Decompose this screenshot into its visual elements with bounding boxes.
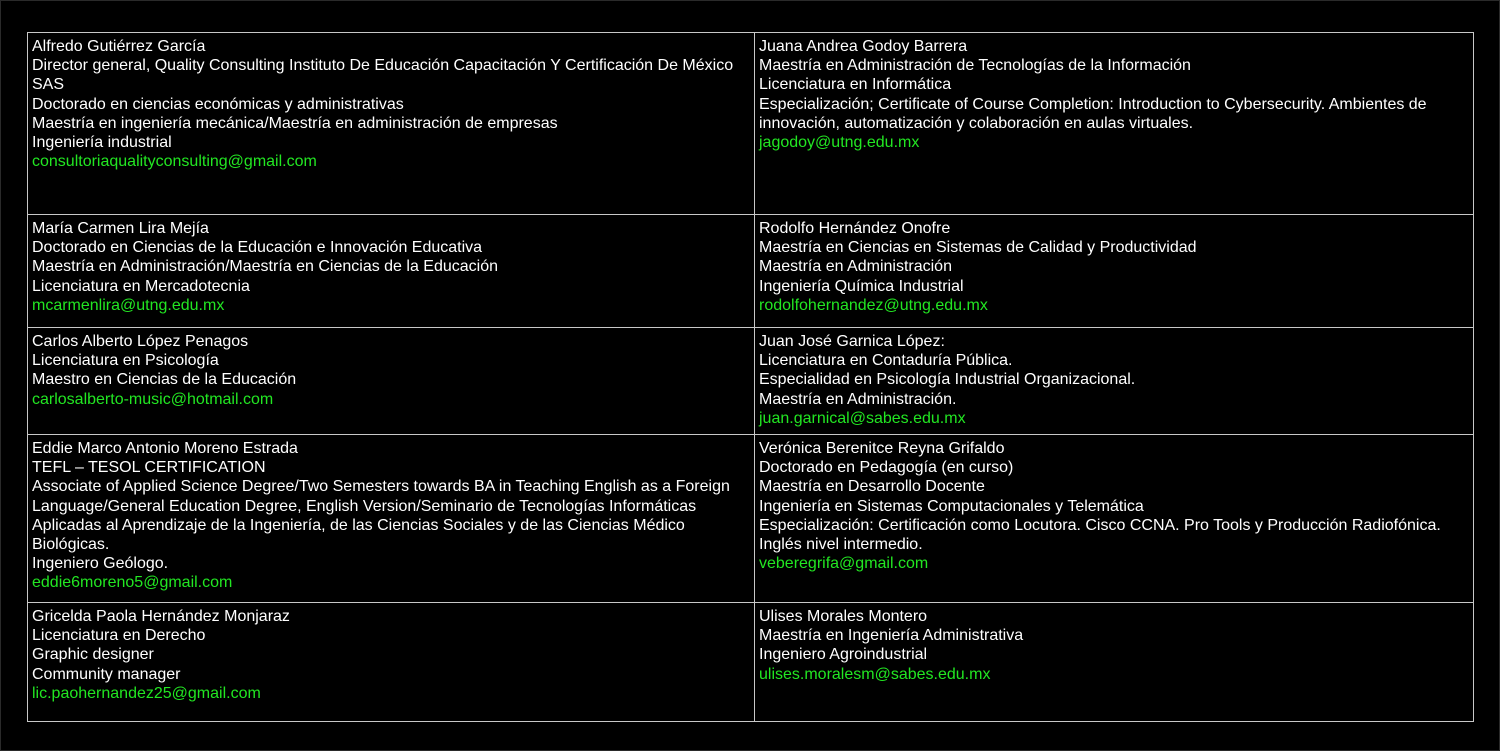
faculty-profile-cell	[28, 215, 755, 328]
faculty-name: Alfredo Gutiérrez García	[32, 38, 206, 55]
credential-line: Ingeniero Agroindustrial	[759, 646, 928, 664]
credential-line: Community manager	[32, 665, 181, 683]
faculty-profile-cell	[755, 215, 1474, 328]
faculty-name: Rodolfo Hernández Onofre	[759, 220, 951, 237]
faculty-profile-cell	[755, 435, 1474, 603]
credential-line: Ingeniería industrial	[32, 134, 172, 152]
credential-line: Ingeniería en Sistemas Computacionales y Telemática	[759, 497, 1144, 515]
table-row	[28, 435, 1474, 603]
faculty-name: Carlos Alberto López Penagos	[32, 333, 249, 350]
email-address: mcarmenlira@utng.edu.mx	[32, 296, 225, 314]
email-address: consultoriaqualityconsulting@gmail.com	[32, 153, 317, 171]
credential-line: Maestría en Administración.	[759, 390, 957, 408]
credential-line: Maestría en Administración	[759, 258, 952, 276]
faculty-name: Verónica Berenitce Reyna Grifaldo	[759, 440, 1005, 458]
credential-line: Ingeniero Geólogo.	[32, 555, 169, 573]
credential-line: Licenciatura en Psicología	[32, 352, 219, 370]
faculty-name: Juana Andrea Godoy Barrera	[759, 38, 968, 55]
faculty-directory-table	[27, 32, 1474, 722]
credential-line: Especialización; Certificate of Course Completion: Introduction to Cybersecurity. Ambientes de innovación, automatización y colaboración en aulas virtuales.	[759, 95, 1427, 132]
credential-line: Licenciatura en Informática	[759, 76, 952, 94]
table-row	[28, 328, 1474, 435]
credential-line: Director general, Quality Consulting Instituto De Educación Capacitación Y Certificación De México SAS	[32, 57, 734, 94]
credential-line: Associate of Applied Science Degree/Two Semesters towards BA in Teaching English as a Foreign Language/General Education Degree, English Version/Seminario de Tecnologías Informáticas Aplicadas al Aprendizaje de la Ingeniería, de las Ciencias Sociales y de las Ciencias Médico Biológicas.	[32, 478, 730, 554]
faculty-name: Gricelda Paola Hernández Monjaraz	[32, 608, 290, 626]
credential-line: Maestría en ingeniería mecánica/Maestría en administración de empresas	[32, 114, 558, 132]
credential-line: Maestría en Ingeniería Administrativa	[759, 627, 1024, 645]
credential-line: Licenciatura en Contaduría Pública.	[759, 352, 1013, 370]
credential-line: Graphic designer	[32, 646, 154, 664]
credential-line: Doctorado en Pedagogía (en curso)	[759, 459, 1014, 477]
faculty-profile-cell	[755, 603, 1474, 722]
credential-line: Ingeniería Química Industrial	[759, 277, 964, 295]
faculty-name: Juan José Garnica López:	[759, 333, 945, 350]
faculty-profile-cell	[28, 328, 755, 435]
email-address: eddie6moreno5@gmail.com	[32, 574, 233, 592]
credential-line: TEFL – TESOL CERTIFICATION	[32, 459, 266, 477]
faculty-profile-cell	[28, 435, 755, 603]
credential-line: Doctorado en Ciencias de la Educación e Innovación Educativa	[32, 239, 483, 257]
credential-line: Especialización: Certificación como Locutora. Cisco CCNA. Pro Tools y Producción Radiofónica. Inglés nivel intermedio.	[759, 516, 1441, 554]
table-row	[28, 33, 1474, 215]
faculty-name: Eddie Marco Antonio Moreno Estrada	[32, 440, 298, 458]
email-address: rodolfohernandez@utng.edu.mx	[759, 296, 988, 314]
credential-line: Maestría en Administración/Maestría en Ciencias de la Educación	[32, 258, 499, 276]
email-address: carlosalberto-music@hotmail.com	[32, 390, 274, 408]
faculty-name: Ulises Morales Montero	[759, 608, 928, 626]
credential-line: Maestría en Administración de Tecnologías de la Información	[759, 57, 1191, 75]
credential-line: Licenciatura en Derecho	[32, 627, 206, 645]
faculty-profile-cell	[28, 603, 755, 722]
credential-line: Licenciatura en Mercadotecnia	[32, 277, 250, 295]
credential-line: Doctorado en ciencias económicas y administrativas	[32, 95, 404, 113]
table-row	[28, 215, 1474, 328]
email-address: ulises.moralesm@sabes.edu.mx	[759, 665, 991, 683]
credential-line: Especialidad en Psicología Industrial Organizacional.	[759, 371, 1136, 389]
faculty-profile-cell	[28, 33, 755, 215]
email-address: lic.paohernandez25@gmail.com	[32, 684, 261, 702]
email-address: jagodoy@utng.edu.mx	[759, 134, 920, 152]
faculty-name: María Carmen Lira Mejía	[32, 220, 209, 237]
faculty-directory-body	[28, 33, 1474, 722]
credential-line: Maestría en Ciencias en Sistemas de Calidad y Productividad	[759, 239, 1197, 257]
credential-line: Maestro en Ciencias de la Educación	[32, 371, 297, 389]
faculty-profile-cell	[755, 33, 1474, 215]
credential-line: Maestría en Desarrollo Docente	[759, 478, 985, 496]
email-address: veberegrifa@gmail.com	[759, 555, 929, 573]
email-address: juan.garnical@sabes.edu.mx	[759, 409, 966, 427]
table-row	[28, 603, 1474, 722]
faculty-profile-cell	[755, 328, 1474, 435]
